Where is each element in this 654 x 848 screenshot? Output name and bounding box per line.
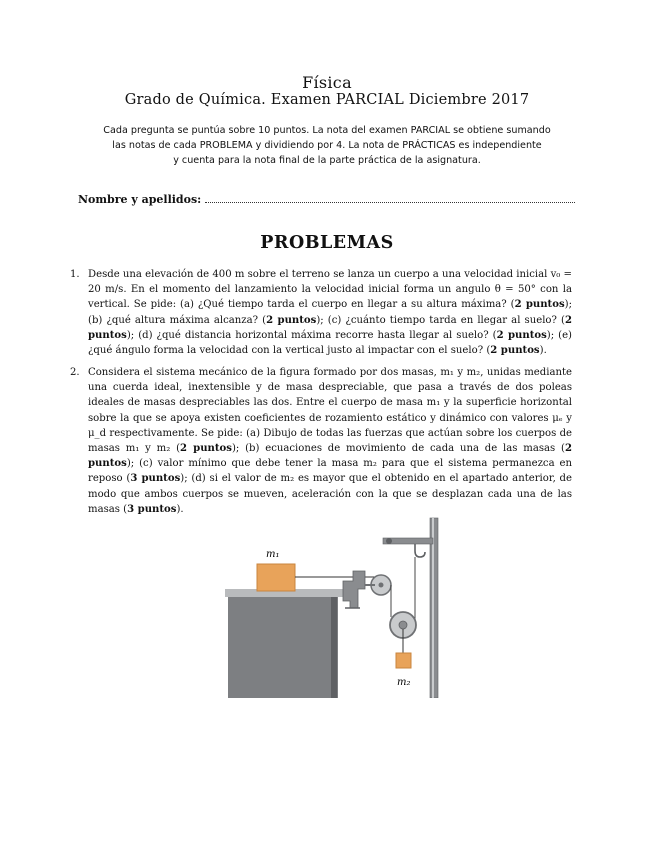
problem-text: Considera el sistema mecánico de la figura formado por dos masas, m₁ y m₂, unidas mediante una cuerda ideal, inextensible y de masa despreciable, que pasa a través de dos poleas ideales de masas despreciables las dos. Entre el cuerpo de masa m₁ y la superficie horizontal sobre la que se apoya existen coeficientes de rozamiento estático y dinámico con valores μₑ y μ_d respectivamente. Se pide: (a) Dibujo de todas las fuerzas que actúan sobre los cuerpos de masas m₁ y m₂ (2 puntos); (b) ecuaciones de movimiento de cada una de las masas (2 puntos); (c) valor mínimo que debe tener la masa m₂ para que el sistema permanezca en reposo (3 puntos); (d) si el valor de m₂ es mayor que el obtenido en el apartado anterior, de modo que ambos cuerpos se mueven, aceleración con la que se desplazan cada una de las masas (3 puntos).: [88, 367, 572, 515]
clamp-bracket: [343, 571, 365, 608]
section-title: PROBLEMAS: [260, 233, 394, 253]
pulley-system-figure: [225, 513, 445, 698]
label-m2: m₂: [397, 677, 411, 688]
table-edge: [331, 597, 337, 698]
name-blank: [205, 191, 575, 203]
instructions-line: y cuenta para la nota final de la parte práctica de la asignatura.: [173, 155, 481, 166]
block-m2: [396, 653, 411, 668]
label-m1: m₁: [266, 549, 280, 560]
name-label: Nombre y apellidos:: [78, 193, 202, 206]
problem-number: 2.: [70, 367, 80, 378]
instructions-line: Cada pregunta se puntúa sobre 10 puntos. La nota del examen PARCIAL se obtiene sumando: [103, 125, 551, 136]
hook: [415, 544, 425, 557]
problem-number: 1.: [70, 269, 80, 280]
problem-1: [70, 267, 572, 358]
instructions-line: las notas de cada PROBLEMA y dividiendo por 4. La nota de PRÁCTICAS es independiente: [112, 140, 542, 151]
arm-knob: [386, 538, 392, 544]
stand-highlight: [432, 518, 434, 698]
pulley-1-axle: [379, 583, 384, 588]
block-m1: [257, 564, 295, 591]
problem-text: Desde una elevación de 400 m sobre el terreno se lanza un cuerpo a una velocidad inicial v₀ = 20 m/s. En el momento del lanzamiento la velocidad inicial forma un angulo θ = 50° con la vertical. Se pide: (a) ¿Qué tiempo tarda el cuerpo en llegar a su altura máxima? (2 puntos); (b) ¿qué altura máxima alcanza? (2 puntos); (c) ¿cuánto tiempo tarda en llegar al suelo? (2 puntos); (d) ¿qué distancia horizontal máxima recorre hasta llegar al suelo? (2 puntos); (e) ¿qué ángulo forma la velocidad con la vertical justo al impactar con el suelo? (2 puntos).: [88, 269, 572, 357]
exam-subtitle: Grado de Química. Examen PARCIAL Diciembre 2017: [124, 92, 530, 108]
exam-instructions: [85, 123, 569, 168]
page-title: Física: [302, 73, 352, 92]
table-body: [228, 596, 338, 698]
pulley-2-axle: [399, 621, 407, 629]
name-field: [78, 191, 575, 206]
problem-2: [70, 365, 572, 517]
